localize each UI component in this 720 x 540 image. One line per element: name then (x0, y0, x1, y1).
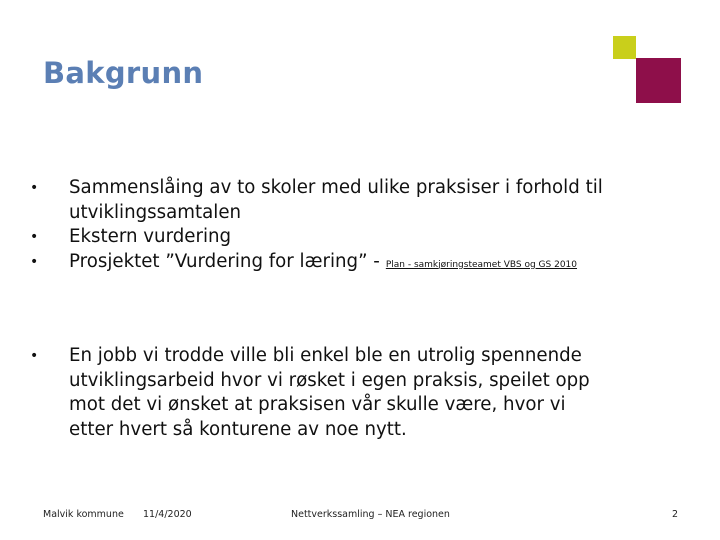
bullet-text-line: mot det vi ønsket at praksisen vår skulle være, hvor vi (69, 394, 566, 415)
footer-page-number: 2 (672, 509, 679, 520)
bullet-list-background (30, 176, 680, 277)
bullet-dot-icon: • (30, 229, 39, 245)
footer-date: 11/4/2020 (143, 509, 192, 520)
bullet-dot-icon: • (30, 253, 39, 270)
bullet-text-line: etter hvert så konturene av noe nytt. (69, 418, 407, 440)
bullet-item-project (30, 250, 680, 278)
bullet-text-line: Sammenslåing av to skoler med ulike praksiser i forhold til (69, 177, 603, 198)
bullet-text-line: utviklingsarbeid hvor vi røsket i egen praksis, speilet opp (69, 369, 590, 391)
bullet-text-line: En jobb vi trodde ville bli enkel ble en utrolig spennende (69, 345, 582, 366)
logo-crimson-square (636, 58, 681, 103)
bullet-text-line: utviklingssamtalen (69, 201, 242, 223)
bullet-item-reflection (30, 344, 680, 442)
bullet-dot-icon: • (30, 180, 39, 196)
bullet-list-reflection (30, 344, 680, 442)
slide-title: Bakgrunn (43, 56, 204, 90)
footer-event: Nettverkssamling – NEA regionen (291, 509, 450, 520)
bullet-item-external-review (30, 225, 680, 250)
bullet-text-line: Ekstern vurdering (69, 226, 232, 247)
footer-organization: Malvik kommune (43, 509, 124, 520)
bullet-dot-icon: • (30, 348, 39, 364)
bullet-text-line: Prosjektet ”Vurdering for læring” - (69, 250, 380, 272)
logo-lime-square (613, 36, 636, 59)
plan-reference-link[interactable]: Plan - samkjøringsteamet VBS og GS 2010 (385, 259, 578, 270)
bullet-item-merger (30, 176, 680, 225)
